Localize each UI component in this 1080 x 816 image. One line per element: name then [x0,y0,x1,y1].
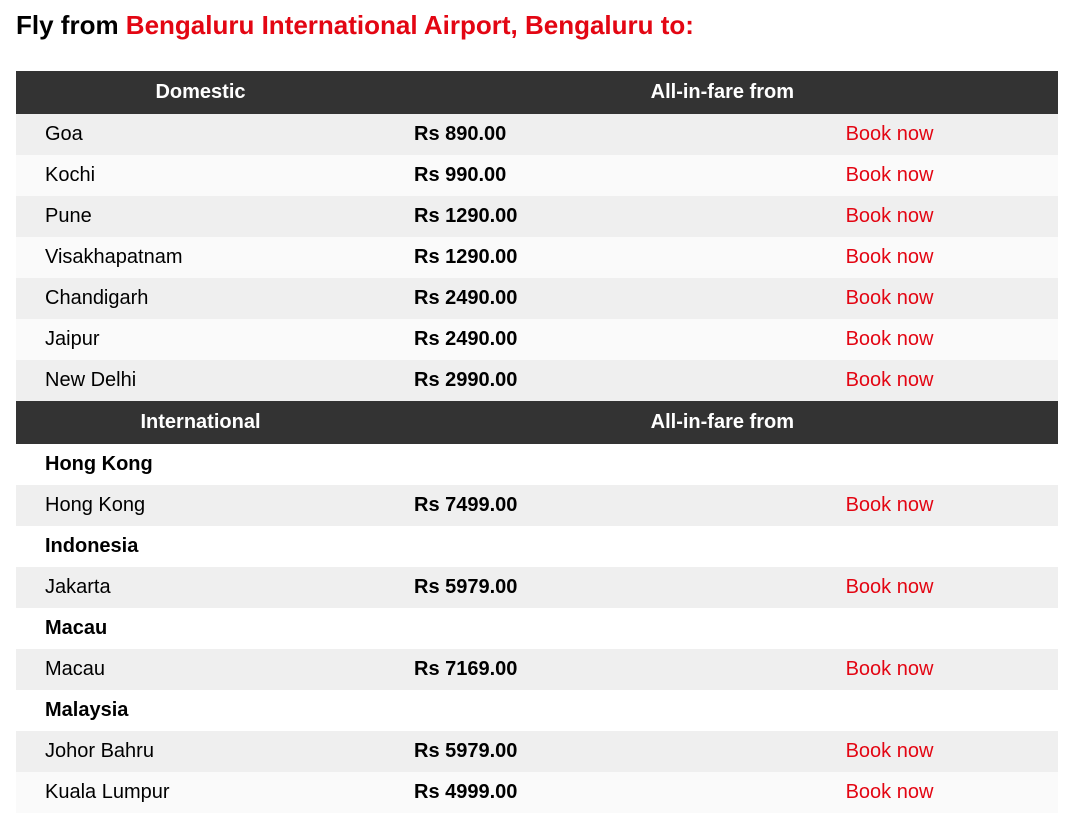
domestic-header-row [16,71,1058,114]
fare-price: Rs 1290.00 [385,196,721,237]
country-name: Macau [16,608,1058,649]
country-group-row [16,526,1058,567]
fare-price: Rs 4999.00 [385,772,721,813]
table-row [16,237,1058,278]
book-now-link[interactable]: Book now [845,781,934,803]
book-now-cell [721,155,1058,196]
book-now-link[interactable]: Book now [845,576,934,598]
table-row [16,731,1058,772]
table-row [16,155,1058,196]
destination-city: Visakhapatnam [16,237,385,278]
destination-city: New Delhi [16,360,385,401]
book-now-link[interactable]: Book now [845,164,934,186]
fare-table [16,71,1058,813]
fare-price: Rs 890.00 [385,114,721,155]
country-group-row [16,444,1058,485]
fare-price: Rs 1290.00 [385,237,721,278]
book-now-cell [721,114,1058,155]
destination-city: Kochi [16,155,385,196]
book-now-cell [721,319,1058,360]
fare-price: Rs 2990.00 [385,360,721,401]
table-row [16,485,1058,526]
book-now-cell [721,485,1058,526]
destination-city: Johor Bahru [16,731,385,772]
book-now-link[interactable]: Book now [845,328,934,350]
book-now-cell [721,772,1058,813]
book-now-cell [721,360,1058,401]
country-name: Hong Kong [16,444,1058,485]
table-row [16,360,1058,401]
fare-price: Rs 7499.00 [385,485,721,526]
country-group-row [16,608,1058,649]
book-now-link[interactable]: Book now [845,369,934,391]
destination-city: Chandigarh [16,278,385,319]
international-header: International [16,401,385,444]
table-row [16,114,1058,155]
book-now-cell [721,196,1058,237]
book-now-cell [721,567,1058,608]
destination-city: Goa [16,114,385,155]
fare-price: Rs 5979.00 [385,567,721,608]
fare-price: Rs 7169.00 [385,649,721,690]
book-now-cell [721,649,1058,690]
book-now-link[interactable]: Book now [845,123,934,145]
book-now-cell [721,278,1058,319]
origin-airport: Bengaluru International Airport, Bengaluru to: [125,10,694,40]
book-now-cell [721,237,1058,278]
book-now-link[interactable]: Book now [845,494,934,516]
international-header-row [16,401,1058,444]
fare-price: Rs 5979.00 [385,731,721,772]
destination-city: Jaipur [16,319,385,360]
table-row [16,772,1058,813]
destination-city: Hong Kong [16,485,385,526]
page-title [16,8,694,42]
table-row [16,319,1058,360]
country-group-row [16,690,1058,731]
table-row [16,278,1058,319]
country-name: Malaysia [16,690,1058,731]
title-prefix: Fly from [16,10,126,40]
fare-price: Rs 2490.00 [385,278,721,319]
destination-city: Pune [16,196,385,237]
table-row [16,196,1058,237]
domestic-fare-header: All-in-fare from [385,71,1058,114]
book-now-link[interactable]: Book now [845,246,934,268]
destination-city: Macau [16,649,385,690]
book-now-link[interactable]: Book now [845,740,934,762]
destination-city: Kuala Lumpur [16,772,385,813]
destination-city: Jakarta [16,567,385,608]
fare-price: Rs 990.00 [385,155,721,196]
table-row [16,567,1058,608]
international-fare-header: All-in-fare from [385,401,1058,444]
table-row [16,649,1058,690]
domestic-header: Domestic [16,71,385,114]
book-now-cell [721,731,1058,772]
book-now-link[interactable]: Book now [845,205,934,227]
fare-price: Rs 2490.00 [385,319,721,360]
country-name: Indonesia [16,526,1058,567]
book-now-link[interactable]: Book now [845,287,934,309]
book-now-link[interactable]: Book now [845,658,934,680]
